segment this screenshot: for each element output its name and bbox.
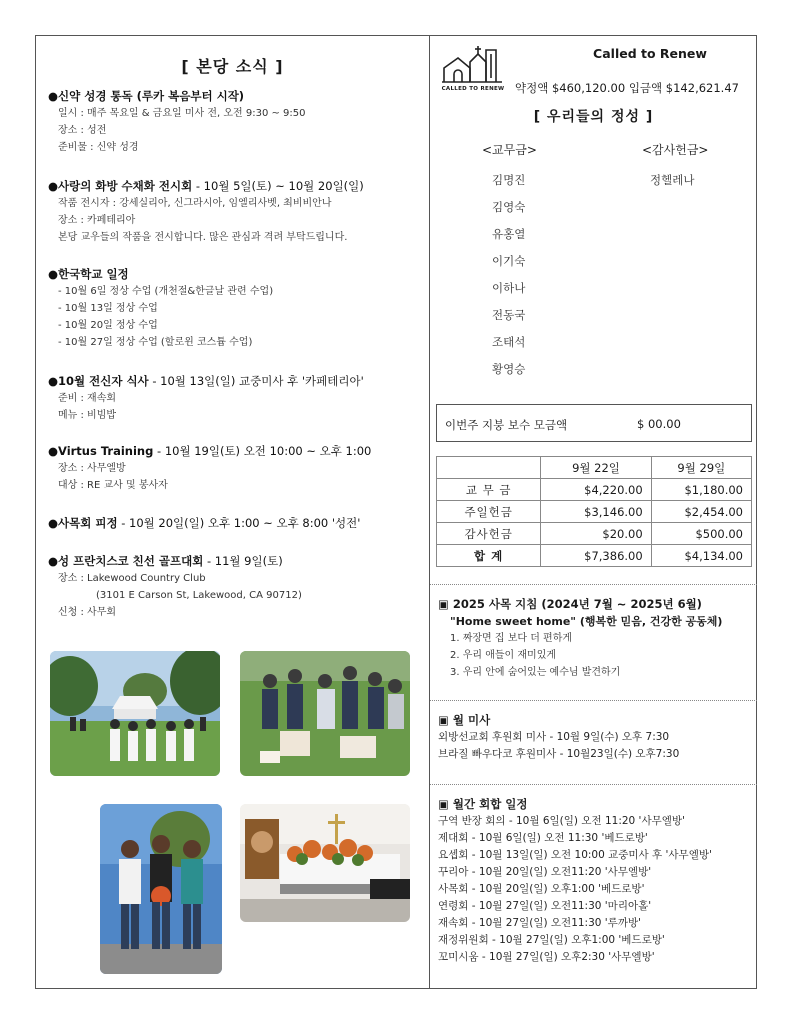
pledge-summary — [515, 80, 755, 96]
meetings-head: ▣ 월간 회합 일정 — [438, 797, 528, 811]
news-item-meal — [48, 373, 423, 424]
news-line: 준비 : 재속회 — [58, 393, 117, 404]
meeting-line: 꾸리아 - 10월 20일(일) 오전11:20 '사무엘방' — [438, 866, 652, 878]
table-row-label: 합 계 — [437, 545, 541, 567]
news-head: Virtus Training — [58, 444, 154, 458]
table-row-label: 주일헌금 — [437, 501, 541, 523]
table-row — [437, 479, 752, 501]
news-item-korean-school — [48, 266, 423, 351]
news-line: 본당 교우들의 작품을 전시합니다. 많은 관심과 격려 부탁드립니다. — [58, 232, 348, 243]
news-line: 메뉴 : 비빔밥 — [58, 410, 117, 421]
news-line: 장소 : 성전 — [58, 125, 107, 136]
donor-name: 유홍열 — [492, 227, 526, 241]
table-header-cell — [437, 457, 541, 479]
table-header-cell: 9월 22일 — [541, 457, 651, 479]
logo-text: CALLED TO RENEW — [441, 86, 505, 92]
meeting-line: 제대회 - 10월 6일(일) 오전 11:30 '베드로방' — [438, 832, 648, 844]
pledge-amount: $460,120.00 — [551, 81, 626, 95]
table-cell: $3,146.00 — [541, 501, 651, 523]
campaign-title: Called to Renew — [593, 46, 707, 61]
news-item-virtus — [48, 443, 423, 494]
monthly-mass-line: 외방선교회 후원회 미사 - 10월 9일(수) 오후 7:30 — [438, 731, 670, 743]
meetings-section — [438, 796, 753, 966]
bullet-icon: ● — [48, 89, 59, 103]
roof-fund-box — [436, 404, 752, 442]
donor-name: 이기숙 — [492, 254, 526, 268]
offerings-title: [ 우리들의 정성 ] — [533, 109, 654, 125]
news-line: 작품 전시자 : 강세실리아, 신그라시아, 임엘리사벳, 최비비안나 — [58, 198, 332, 209]
news-head: 성 프란치스코 친선 골프대회 — [58, 554, 204, 568]
table-header-row — [437, 457, 752, 479]
table-cell: $4,220.00 — [541, 479, 651, 501]
table-cell: $500.00 — [651, 523, 751, 545]
meeting-line: 요셉회 - 10월 13일(일) 오전 10:00 교중미사 후 '사무엘방' — [438, 849, 712, 861]
table-total-row — [437, 545, 752, 567]
roof-fund-label: 이번주 지붕 보수 모금액 — [445, 418, 568, 432]
section-divider — [430, 784, 757, 785]
bullet-icon: ● — [48, 444, 59, 458]
news-head: 한국학교 일정 — [58, 267, 129, 281]
pastoral-guideline-section — [438, 596, 753, 681]
table-row — [437, 523, 752, 545]
news-tail: - 10월 5일(토) ~ 10월 20일(일) — [192, 179, 364, 193]
bullet-icon: ● — [48, 179, 59, 193]
table-cell: $20.00 — [541, 523, 651, 545]
meeting-line: 꼬미시움 - 10월 27일(일) 오후2:30 '사무엘방' — [438, 951, 655, 963]
news-item-watercolor — [48, 178, 423, 246]
photo-golf-event-crowd — [240, 651, 410, 776]
news-line: - 10월 6일 정상 수업 (개천절&한글날 관련 수업) — [58, 286, 274, 297]
photo-golf-event-group — [50, 651, 220, 776]
donor-name: 조태석 — [492, 335, 526, 349]
bullet-icon: ● — [48, 374, 59, 388]
news-line: 장소 : Lakewood Country Club — [58, 573, 206, 584]
bullet-icon: ● — [48, 516, 59, 530]
pastoral-line: 1. 짜장면 집 보다 더 편하게 — [450, 633, 573, 644]
table-row — [437, 501, 752, 523]
news-item-golf — [48, 553, 423, 621]
meeting-line: 구역 반장 회의 - 10월 6일(일) 오전 11:20 '사무엘방' — [438, 815, 685, 827]
donor-name: 김명진 — [492, 173, 526, 187]
news-tail: - 10월 13일(일) 교중미사 후 '카페테리아' — [148, 374, 364, 388]
table-row-label: 교 무 금 — [437, 479, 541, 501]
news-line: 일시 : 매주 목요일 & 금요일 미사 전, 오전 9:30 ~ 9:50 — [58, 108, 306, 119]
table-header-cell: 9월 29일 — [651, 457, 751, 479]
section-divider — [430, 700, 757, 701]
donor-name: 이하나 — [492, 281, 526, 295]
table-cell: $4,134.00 — [651, 545, 751, 567]
right-column — [429, 36, 756, 988]
table-row-label: 감사헌금 — [437, 523, 541, 545]
table-cell: $2,454.00 — [651, 501, 751, 523]
news-head: 사랑의 화방 수채화 전시회 — [58, 179, 193, 193]
news-tail: - 11월 9일(토) — [203, 554, 283, 568]
news-line: 대상 : RE 교사 및 봉사자 — [58, 480, 168, 491]
news-line: 신청 : 사무회 — [58, 607, 117, 618]
pastoral-motto: "Home sweet home" (행복한 믿음, 건강한 공동체) — [450, 615, 723, 628]
news-line: - 10월 13일 정상 수업 — [58, 303, 158, 314]
news-item-retreat — [48, 515, 423, 532]
photo-altar-flowers — [240, 804, 410, 922]
donor-name: 황영승 — [492, 362, 526, 376]
paid-amount: $142,621.47 — [665, 81, 739, 95]
meeting-line: 재속회 - 10월 27일(일) 오전11:30 '루까방' — [438, 917, 641, 929]
section-divider — [430, 584, 757, 585]
offering-table — [436, 456, 752, 567]
paid-label: 입금액 — [628, 81, 663, 95]
bullet-icon: ● — [48, 554, 59, 568]
news-line: - 10월 20일 정상 수업 — [58, 320, 158, 331]
news-tail: - 10월 19일(토) 오전 10:00 ~ 오후 1:00 — [153, 444, 372, 458]
bulletin-page — [35, 35, 757, 989]
news-line: 장소 : 카페테리아 — [58, 215, 136, 226]
photo-basketball-group — [100, 804, 222, 974]
roof-fund-amount: $ 00.00 — [637, 417, 681, 431]
donor-name: 김영숙 — [492, 200, 526, 214]
news-line: - 10월 27일 정상 수업 (할로윈 코스튬 수업) — [58, 337, 253, 348]
news-item-bible-reading — [48, 88, 423, 156]
meeting-line: 재정위원회 - 10월 27일(일) 오후1:00 '베드로방' — [438, 934, 665, 946]
table-cell: $1,180.00 — [651, 479, 751, 501]
donor-name: 정헬레나 — [650, 173, 695, 187]
called-to-renew-logo — [440, 44, 504, 96]
meeting-line: 사목회 - 10월 20일(일) 오후1:00 '베드로방' — [438, 883, 645, 895]
news-line: 준비물 : 신약 성경 — [58, 142, 139, 153]
news-tail: - 10월 20일(일) 오후 1:00 ~ 오후 8:00 '성전' — [117, 516, 361, 530]
news-head: 신약 성경 통독 (루카 복음부터 시작) — [58, 89, 245, 103]
bullet-icon: ● — [48, 267, 59, 281]
meeting-line: 연령회 - 10월 27일(일) 오전11:30 '마리아홀' — [438, 900, 652, 912]
news-head: 10월 전신자 식사 — [58, 374, 149, 388]
pastoral-line: 3. 우리 안에 숨어있는 예수님 발견하기 — [450, 667, 621, 678]
monthly-mass-line: 브라질 빠우다코 후원미사 - 10월23일(수) 오후7:30 — [438, 748, 680, 760]
monthly-mass-section — [438, 712, 753, 763]
pledge-label: 약정액 — [515, 81, 549, 95]
pastoral-line: 2. 우리 애들이 재미있게 — [450, 650, 557, 661]
news-line: 장소 : 사무엘방 — [58, 463, 126, 474]
table-cell: $7,386.00 — [541, 545, 651, 567]
thanks-column-head: <감사헌금> — [642, 143, 709, 157]
pastoral-head: ▣ 2025 사목 지침 (2024년 7월 ~ 2025년 6월) — [438, 597, 702, 611]
left-column — [36, 36, 429, 988]
monthly-mass-head: ▣ 월 미사 — [438, 713, 491, 727]
news-section-title: [ 본당 소식 ] — [181, 57, 284, 76]
donor-name: 전동국 — [492, 308, 526, 322]
tithe-column-head: <교무금> — [482, 143, 537, 157]
news-line: (3101 E Carson St, Lakewood, CA 90712) — [96, 590, 302, 601]
news-head: 사목회 피정 — [58, 516, 118, 530]
